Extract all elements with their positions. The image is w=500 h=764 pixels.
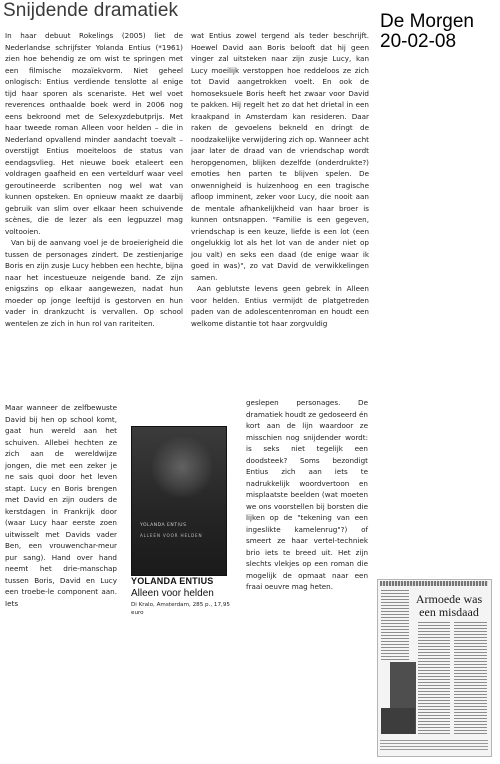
thumbnail-masthead <box>380 581 488 586</box>
publication-date: 20-02-08 <box>380 31 457 52</box>
book-publisher-info: Di Kralo, Amsterdam, 285 p., 17,95 euro <box>131 602 230 616</box>
thumbnail-photo <box>381 708 415 734</box>
thumbnail-text-column <box>418 622 450 734</box>
book-author: YOLANDA ENTIUS <box>131 576 214 586</box>
article-column-1-top <box>5 30 183 329</box>
source-label <box>380 12 498 52</box>
article-headline: Snijdende dramatiek <box>3 0 179 21</box>
newspaper-page-thumbnail <box>377 579 492 757</box>
thumbnail-text-column <box>454 622 487 734</box>
book-box <box>121 426 241 622</box>
paragraph: geslepen personages. De dramatiek houdt ze gedoseerd én kort aan de lijn waardoor ze misschien nog snijdender wordt: is seks niet tegelijk een doodsteek? Soms bezondigt Entius zich aan iets te nadrukkelijk woordvertoon en misplaatste beelden (wat moeten we ons voorstellen bij borsten die lijken op de "tekening van een ingeslikte kamelenrug"?) of smeert ze haar vertel-techniek brio iets te breed uit. Het zijn slechts vlekjes op een roman die mogelijk de opmaat naar een fraai oeuvre mag heten. <box>246 398 368 591</box>
book-title: Alleen voor helden <box>131 588 214 599</box>
paragraph: wat Entius zowel tergend als teder beschrijft. Hoewel David aan Boris belooft dat hij geen vinger zal uitsteken naar zijn zusje Lucy, kan Lucy moeilijk verstoppen hoe reddeloos ze zich tot David aangetrokken voelt. En ook de homoseksuele Boris heeft het zwaar voor David te pakken. Hij regelt het zo dat het drietal in een kraakpand in Amsterdam kan resideren. Daar raken de gevoelens bekneld en dringt de noodzakelijke verwijdering zich op. Wanneer acht jaar later de draad van de vriendschap wordt heropgenomen, blijken dezelfde (onderdrukte?) emoties hen parten te blijven spelen. De onwennigheid is huizenhoog en een tragische afloop imminent, zeker voor Lucy, die nooit aan de mentale afhankelijkheid van haar broer is kunnen ontsnappen. "Familie is een gegeven, vriendschap is een keuze, liefde is een lot (een ongelukkig lot als het lot van de ander niet op jou valt) en seks een daad (de enige waar ik goed in was)", zo vat David de verwikkelingen samen. <box>191 31 369 282</box>
article-column-1-bottom <box>5 402 117 609</box>
paragraph: Van bij de aanvang voel je de broeierigheid die tussen de personages zindert. De zestienjarige Boris en zijn zusje Lucy hebben een hechte, bijna naar het incestueuze neigende band. Ze zijn enigszins op elkaar aangewezen, nadat hun moeder op jonge leeftijd is gestorven en hun vader in drankzucht is vervallen. Op school wentelen ze zich in hun rol van rariteiten. <box>5 238 183 328</box>
thumbnail-headline: Armoede was een misdaad <box>415 592 483 619</box>
paragraph: Aan geblutste levens geen gebrek in Alleen voor helden. Entius vermijdt de platgetreden paden van de adolescentenroman en houdt een welkome distantie tot haar zorgvuldig <box>191 284 369 328</box>
newspaper-name: De Morgen <box>380 11 474 32</box>
thumbnail-footer-text <box>380 740 488 752</box>
article-column-2-bottom <box>246 397 368 593</box>
book-cover-image <box>131 426 227 576</box>
thumbnail-text-column <box>381 590 409 660</box>
cover-author-text: YOLANDA ENTIUS <box>140 523 187 528</box>
paragraph: Maar wanneer de zelfbewuste David bij hen op school komt, gaat hun wereld aan het schuiven. Allebei hechten ze zich aan de wereldwijze jongen, die met een zeker je ne sais quoi door het leven stapt. Lucy en Boris brengen met David en zijn ouders de kerstdagen in Frankrijk door (waar Lucy haar eerste zoen uitwisselt met Davids vader Ben, een vrouwenchar-meur pur sang). Hand over hand neemt het drie-manschap tussen Boris, David en Lucy een troebe-le component aan. Iets <box>5 403 117 608</box>
cover-illustration <box>152 437 212 497</box>
article-column-2-top <box>191 30 369 329</box>
cover-title-text: ALLEEN VOOR HELDEN <box>140 533 203 538</box>
paragraph: In haar debuut Rokelings (2005) liet de Nederlandse schrijfster Yolanda Entius (*1961) zien hoe behendig ze om wist te springen met een filmische mozaïekvorm. Niet geheel onlogisch: Entius verdiende tenslotte al enige tijd haar sporen als scenariste. Het wel voet reverences onthaalde boek werd in 2006 nog eens bekroond met de Selexyzdebutprijs. Met haar tweede roman Alleen voor helden – die in Nederland opvallend minder aandacht toevalt – overstijgt Entius moeiteloos de status van eendagsvlieg. Het nieuwe boek etaleert een voldragen gaafheid en een verteldurf waar veel geroutineerde scribenten nog wel wat van kunnen opsteken. En opnieuw maakt ze daarbij gebruik van slim over elkaar heen schuivende scènes, die de lezer als een legpuzzel mag voltooien. <box>5 31 183 236</box>
